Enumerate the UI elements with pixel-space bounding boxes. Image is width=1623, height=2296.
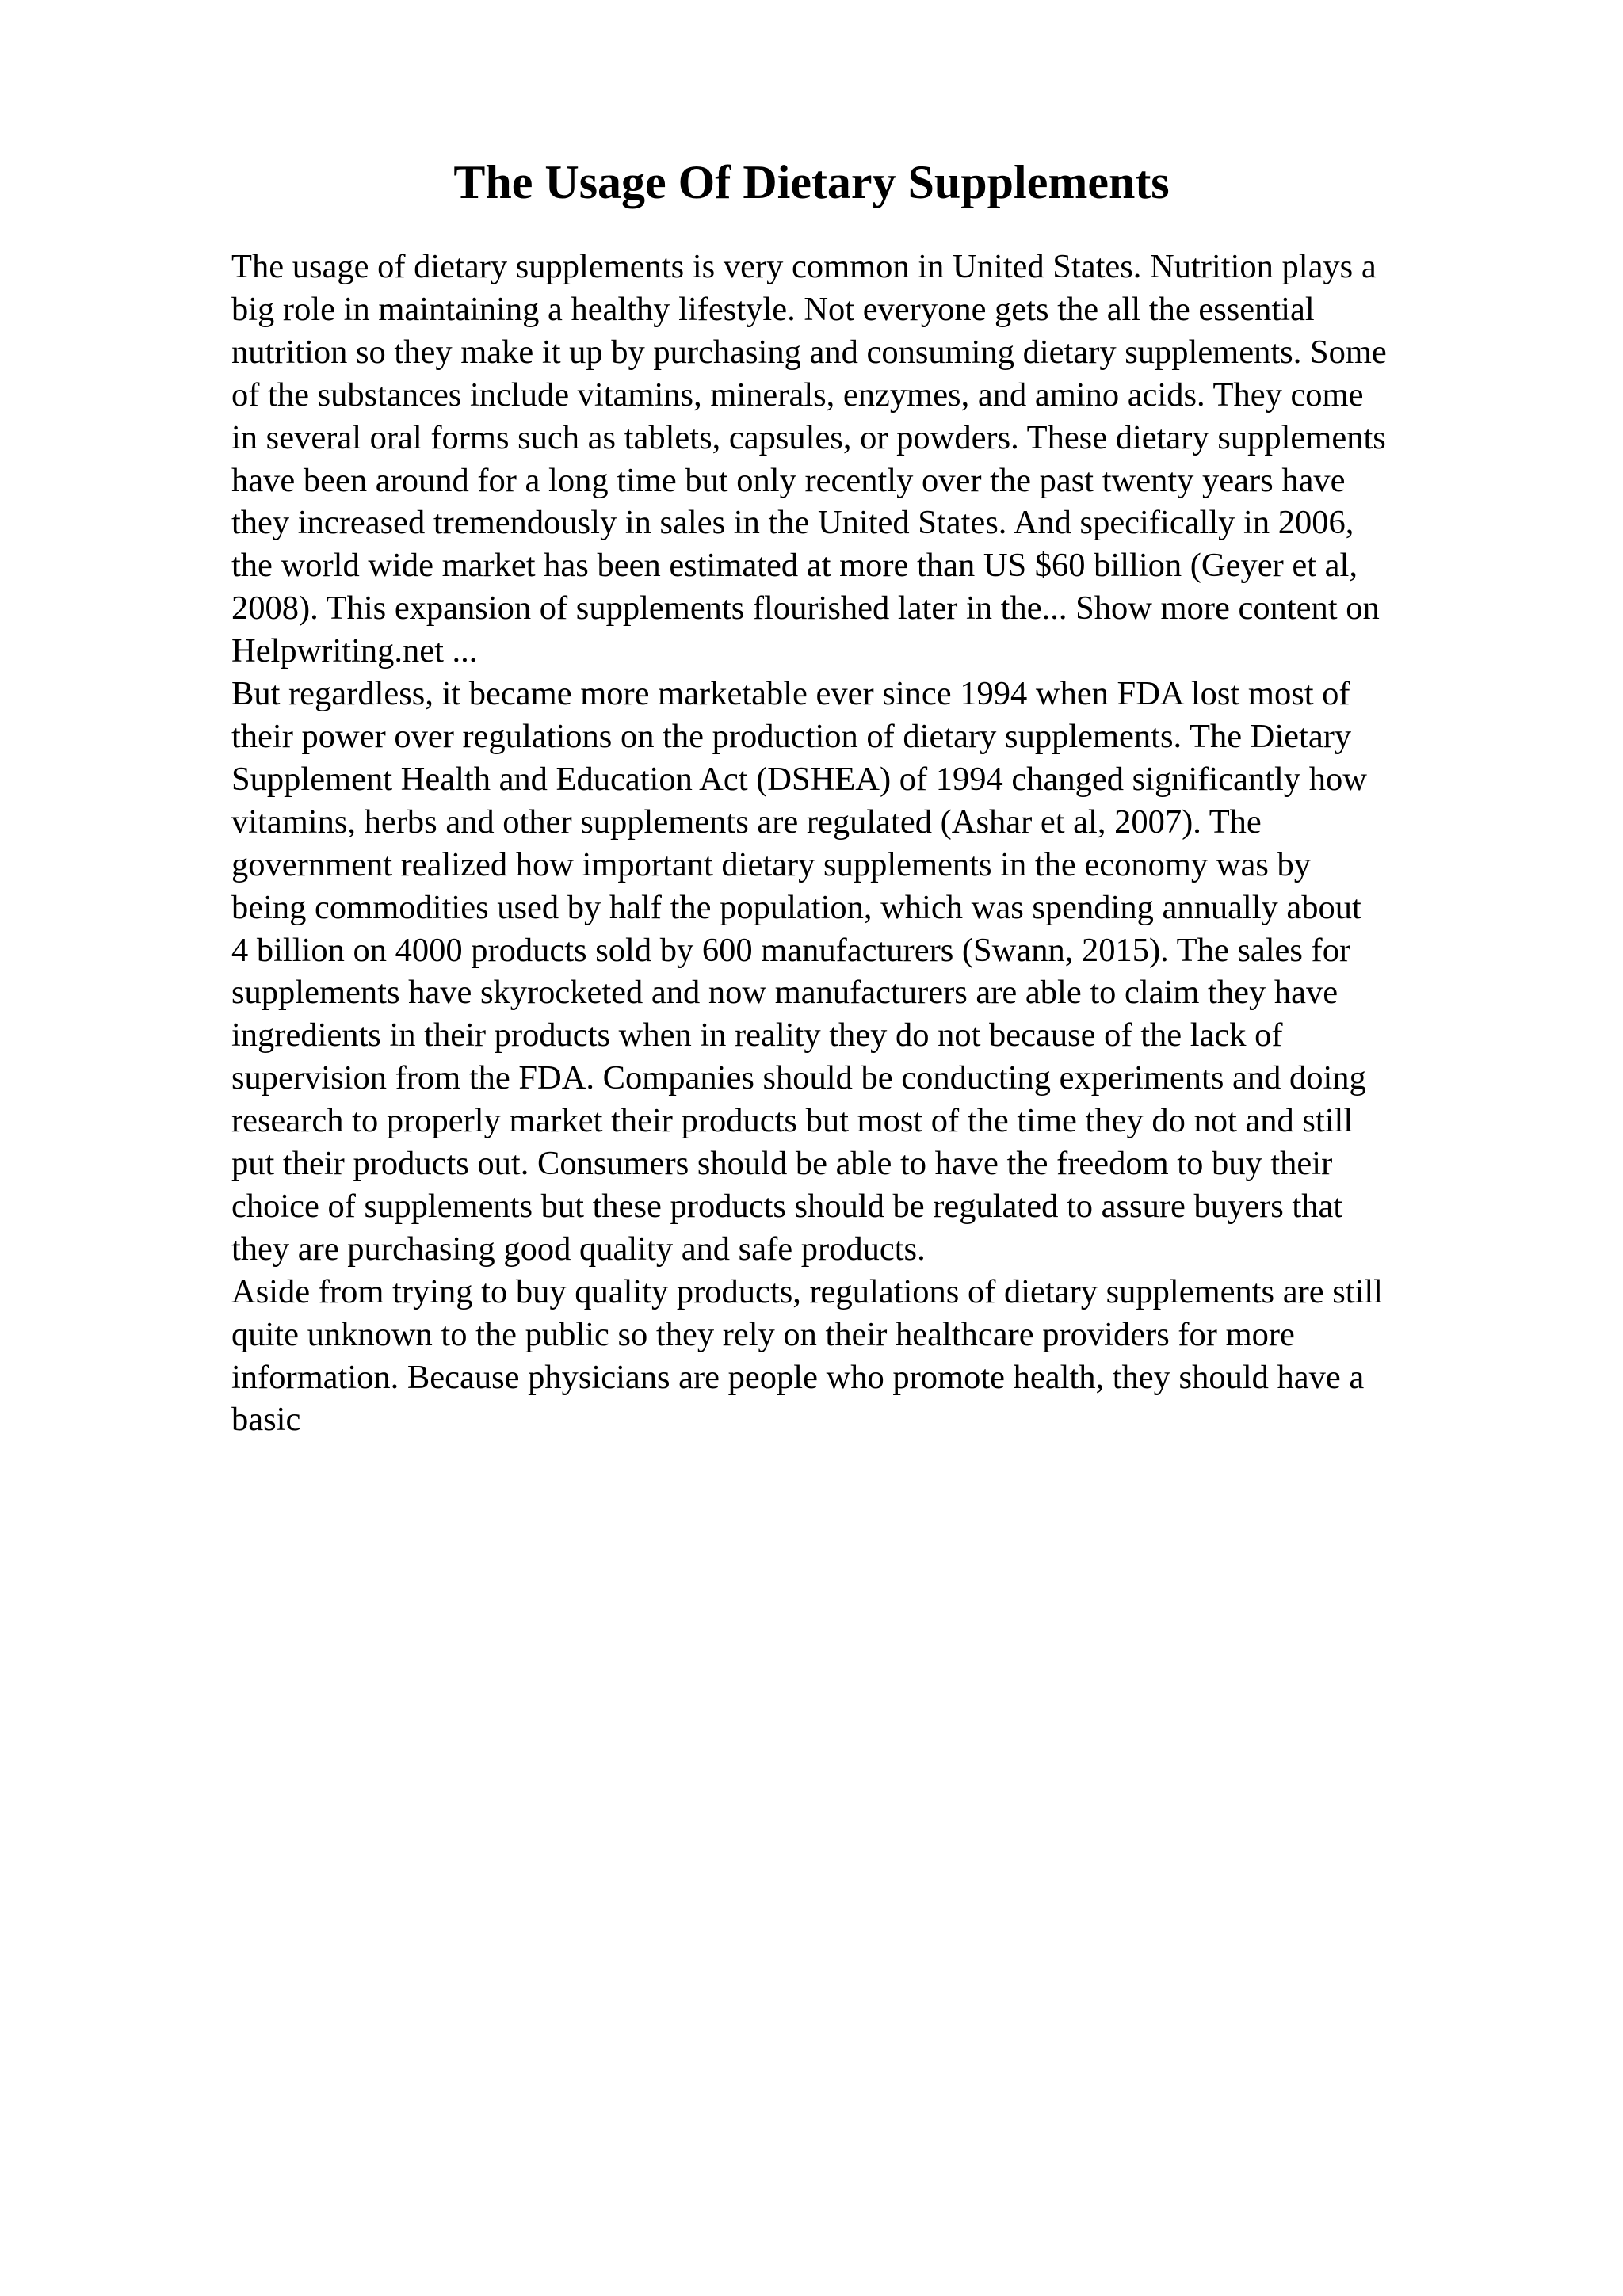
body-line: quite unknown to the public so they rely on their healthcare providers for more [231, 1315, 1295, 1353]
document-body [231, 246, 1515, 1441]
body-line: their power over regulations on the production of dietary supplements. The Dietary [231, 717, 1352, 755]
body-line: Helpwriting.net ... [231, 632, 478, 670]
body-line: basic [231, 1401, 301, 1439]
body-line: big role in maintaining a healthy lifestyle. Not everyone gets the all the essential [231, 290, 1315, 328]
body-line: supplements have skyrocketed and now manufacturers are able to claim they have [231, 974, 1338, 1012]
body-line: nutrition so they make it up by purchasing and consuming dietary supplements. Some [231, 333, 1387, 371]
body-line: have been around for a long time but only recently over the past twenty years have [231, 461, 1346, 499]
body-line: put their products out. Consumers should be able to have the freedom to buy their [231, 1145, 1333, 1183]
body-line: being commodities used by half the population, which was spending annually about [231, 888, 1361, 926]
body-line: of the substances include vitamins, minerals, enzymes, and amino acids. They come [231, 376, 1364, 414]
body-line: research to properly market their products but most of the time they do not and still [231, 1102, 1354, 1140]
body-line: government realized how important dietary supplements in the economy was by [231, 845, 1311, 883]
body-line: 4 billion on 4000 products sold by 600 manufacturers (Swann, 2015). The sales for [231, 931, 1351, 969]
document-title: The Usage Of Dietary Supplements [453, 156, 1170, 208]
body-line: the world wide market has been estimated at more than US $60 billion (Geyer et al, [231, 547, 1358, 585]
body-line: ingredients in their products when in reality they do not because of the lack of [231, 1016, 1283, 1055]
body-line: they are purchasing good quality and safe products. [231, 1230, 926, 1268]
body-line: vitamins, herbs and other supplements are regulated (Ashar et al, 2007). The [231, 803, 1262, 841]
body-line: The usage of dietary supplements is very common in United States. Nutrition plays a [231, 248, 1377, 285]
body-line: Supplement Health and Education Act (DSHEA) of 1994 changed significantly how [231, 760, 1367, 798]
body-line: information. Because physicians are people who promote health, they should have a [231, 1358, 1365, 1396]
body-line: choice of supplements but these products should be regulated to assure buyers that [231, 1187, 1343, 1225]
body-line: they increased tremendously in sales in the United States. And specifically in 2006, [231, 504, 1354, 542]
body-line: 2008). This expansion of supplements flourished later in the... Show more content on [231, 589, 1380, 627]
body-line: Aside from trying to buy quality products, regulations of dietary supplements are still [231, 1272, 1383, 1310]
body-line: supervision from the FDA. Companies should be conducting experiments and doing [231, 1059, 1366, 1097]
body-line: But regardless, it became more marketable ever since 1994 when FDA lost most of [231, 675, 1350, 713]
body-line: in several oral forms such as tablets, capsules, or powders. These dietary supplements [231, 418, 1386, 456]
